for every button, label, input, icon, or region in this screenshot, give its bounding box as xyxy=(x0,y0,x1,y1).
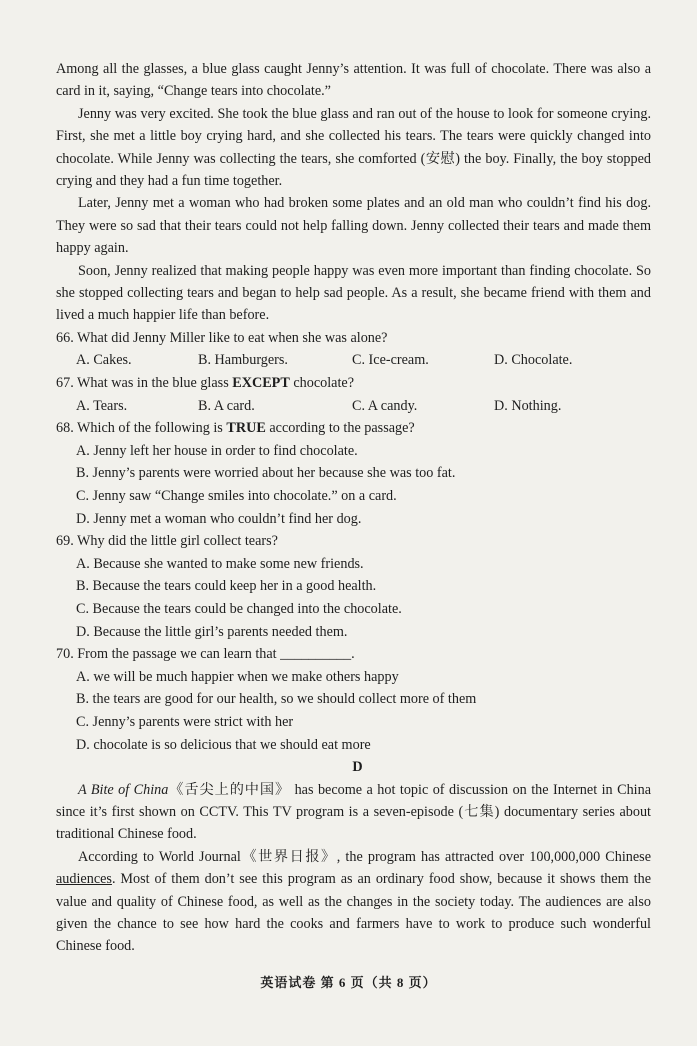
question-68-stem-emphasis: TRUE xyxy=(226,420,266,437)
question-67-stem-pre: 67. What was in the blue glass xyxy=(56,375,233,392)
question-70-answer-blank: __________ xyxy=(280,646,352,663)
question-68-option-d: D. Jenny met a woman who couldn’t find her dog. xyxy=(76,510,362,527)
question-68-option-a: A. Jenny left her house in order to find chocolate. xyxy=(76,442,358,459)
question-68-stem xyxy=(56,417,651,440)
question-68-option-b: B. Jenny’s parents were worried about her because she was too fat. xyxy=(76,465,456,482)
question-70-option-d: D. chocolate is so delicious that we should eat more xyxy=(76,736,371,753)
question-70-stem-post: . xyxy=(351,646,355,663)
question-69-option-a: A. Because she wanted to make some new friends. xyxy=(76,555,364,572)
question-68-option-c: C. Jenny saw “Change smiles into chocolate.” on a card. xyxy=(76,488,397,505)
section-d-paragraph-2 xyxy=(56,846,651,958)
question-70-stem-pre: 70. From the passage we can learn that xyxy=(56,646,281,663)
question-69-option-c: C. Because the tears could be changed into the chocolate. xyxy=(76,601,402,617)
section-d-paragraph-1 xyxy=(56,779,651,846)
question-67-option-a: A. Tears. xyxy=(76,397,128,414)
question-70-option-b: B. the tears are good for our health, so we should collect more of them xyxy=(76,691,477,708)
passage-paragraph-4: Soon, Jenny realized that making people happy was even more important than finding chocolate. So she stopped collecting tears and began to help sad people. As a result, she became friend with them and lived a much happier life than before. xyxy=(56,262,651,324)
section-d-paragraph-2-post: . Most of them don’t see this program as an ordinary food show, because it shows them the value and quality of Chinese food, as well as the changes in the society today. The audiences are also given the chance to see how hard the cooks and farmers have to work to produce such wonderful Chinese food. xyxy=(56,871,651,955)
passage-paragraph-2: Jenny was very excited. She took the blue glass and ran out of the house to look for someone crying. First, she met a little boy crying hard, and she collected his tears. The tears were quickly changed into chocolate. While Jenny was collecting the tears, she comforted (安慰) the boy. Finally, the boy stopped crying and they had a fun time together. xyxy=(56,105,651,190)
question-66-option-b: B. Hamburgers. xyxy=(198,352,288,369)
passage-paragraph-3: Later, Jenny met a woman who had broken some plates and an old man who couldn’t find his dog. They were so sad that their tears could not help falling down. Jenny collected their tears and made them happy again. xyxy=(56,195,651,257)
question-67-option-c: C. A candy. xyxy=(352,397,418,414)
question-68-stem-pre: 68. Which of the following is xyxy=(56,420,227,437)
question-66-stem: 66. What did Jenny Miller like to eat when she was alone? xyxy=(56,329,388,346)
underlined-word-audiences: audiences xyxy=(56,871,112,888)
question-66-option-c: C. Ice-cream. xyxy=(352,352,429,369)
question-67-stem xyxy=(56,372,651,395)
question-69-option-d: D. Because the little girl’s parents needed them. xyxy=(76,623,348,640)
question-70-option-a: A. we will be much happier when we make others happy xyxy=(76,668,399,685)
question-67-stem-post: chocolate? xyxy=(289,375,355,392)
section-d-paragraph-2-pre: According to World Journal《世界日报》, the program has attracted over 100,000,000 Chinese xyxy=(78,848,651,865)
section-d-paragraph-1-text: 《舌尖上的中国》 has become a hot topic of discussion on the Internet in China since it’s first shown on CCTV. This TV program is a seven-episode (七集) documentary series about traditional Chinese food. xyxy=(56,781,651,843)
question-69-option-b: B. Because the tears could keep her in a good health. xyxy=(76,578,377,595)
question-70-option-c: C. Jenny’s parents were strict with her xyxy=(76,713,294,730)
passage-paragraph-1: Among all the glasses, a blue glass caught Jenny’s attention. It was full of chocolate. There was also a card in it, saying, “Change tears into chocolate.” xyxy=(56,61,651,100)
question-68-stem-post: according to the passage? xyxy=(265,420,415,437)
page-footer: 英语试卷 第 6 页（共 8 页） xyxy=(260,975,437,990)
program-title: A Bite of China xyxy=(78,781,169,798)
question-67-options xyxy=(56,395,651,418)
question-66-option-d: D. Chocolate. xyxy=(494,352,573,369)
question-67-stem-emphasis: EXCEPT xyxy=(232,375,290,392)
question-66-option-a: A. Cakes. xyxy=(76,352,132,369)
question-66-options xyxy=(56,349,651,372)
question-67-option-b: B. A card. xyxy=(198,397,255,414)
question-69-stem: 69. Why did the little girl collect tears? xyxy=(56,533,278,550)
question-70-stem xyxy=(56,643,651,666)
question-67-option-d: D. Nothing. xyxy=(494,397,562,414)
section-d-heading: D xyxy=(352,759,363,776)
